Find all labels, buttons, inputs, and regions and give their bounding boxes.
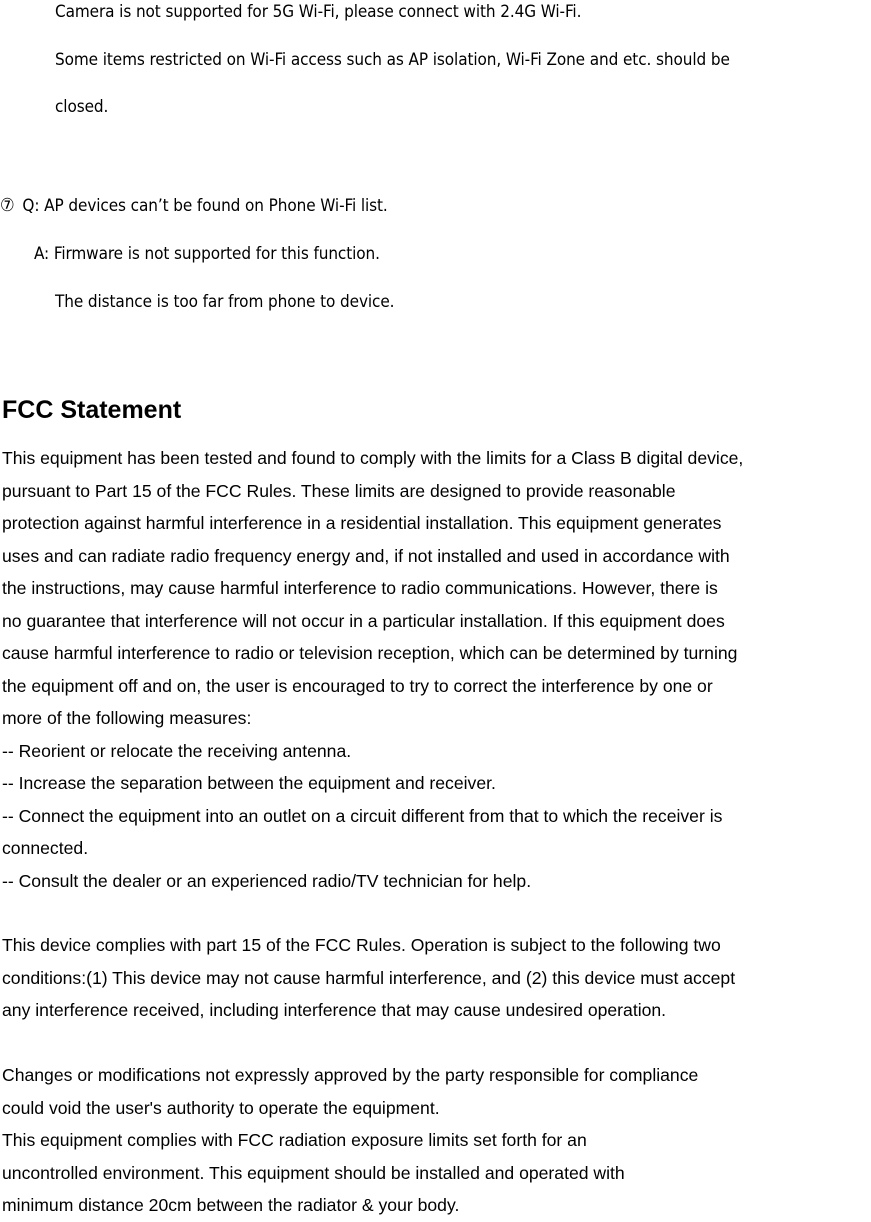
text-line: uses and can radiate radio frequency energy and, if not installed and used in accordance with bbox=[2, 545, 730, 566]
text-line: minimum distance 20cm between the radiator & your body. bbox=[2, 1195, 460, 1215]
faq-item-7-answer-2: The distance is too far from phone to device. bbox=[55, 292, 395, 312]
fcc-paragraph-part15 bbox=[2, 929, 871, 1027]
text-line: Changes or modifications not expressly approved by the party responsible for compliance bbox=[2, 1065, 699, 1085]
text-line: uncontrolled environment. This equipment should be installed and operated with bbox=[2, 1162, 625, 1183]
faq-item-7-answer: A: Firmware is not supported for this function. bbox=[34, 244, 380, 264]
text-line: -- Consult the dealer or an experienced radio/TV technician for help. bbox=[2, 870, 532, 891]
item-number-7: ⑦ bbox=[0, 195, 15, 216]
text-line: the equipment off and on, the user is encouraged to try to correct the interference by one or bbox=[2, 675, 713, 696]
text-line: the instructions, may cause harmful interference to radio communications. However, there is bbox=[2, 578, 718, 598]
text-line: more of the following measures: bbox=[2, 708, 252, 728]
text-line: This device complies with part 15 of the FCC Rules. Operation is subject to the following two bbox=[2, 935, 721, 955]
faq-question-text: Q: AP devices can’t be found on Phone Wi-Fi list. bbox=[22, 196, 388, 216]
text-line: -- Reorient or relocate the receiving antenna. bbox=[2, 740, 352, 761]
text-line: any interference received, including interference that may cause undesired operation. bbox=[2, 1000, 667, 1020]
text-line: cause harmful interference to radio or television reception, which can be determined by turning bbox=[2, 643, 738, 663]
text-line: -- Increase the separation between the equipment and receiver. bbox=[2, 773, 496, 793]
text-line: no guarantee that interference will not occur in a particular installation. If this equipment does bbox=[2, 610, 725, 631]
fcc-paragraph-modifications bbox=[2, 1059, 871, 1222]
text-line: protection against harmful interference in a residential installation. This equipment generates bbox=[2, 513, 722, 533]
faq-line-camera-5g: Camera is not supported for 5G Wi-Fi, please connect with 2.4G Wi-Fi. bbox=[55, 2, 582, 22]
faq-line-wifi-restrictions: Some items restricted on Wi-Fi access such as AP isolation, Wi-Fi Zone and etc. should be bbox=[55, 50, 730, 70]
text-line: -- Connect the equipment into an outlet on a circuit different from that to which the receiver is bbox=[2, 805, 723, 826]
text-line: This equipment complies with FCC radiation exposure limits set forth for an bbox=[2, 1130, 587, 1150]
fcc-statement-title: FCC Statement bbox=[2, 396, 182, 424]
text-line: This equipment has been tested and found to comply with the limits for a Class B digital device, bbox=[2, 448, 744, 468]
text-line: conditions:(1) This device may not cause harmful interference, and (2) this device must accept bbox=[2, 967, 736, 988]
fcc-paragraph-compliance bbox=[2, 442, 871, 897]
text-line: connected. bbox=[2, 838, 89, 858]
faq-item-7-question bbox=[0, 196, 388, 216]
text-line: could void the user's authority to operate the equipment. bbox=[2, 1097, 440, 1118]
faq-line-closed: closed. bbox=[55, 97, 109, 117]
text-line: pursuant to Part 15 of the FCC Rules. These limits are designed to provide reasonable bbox=[2, 480, 676, 501]
